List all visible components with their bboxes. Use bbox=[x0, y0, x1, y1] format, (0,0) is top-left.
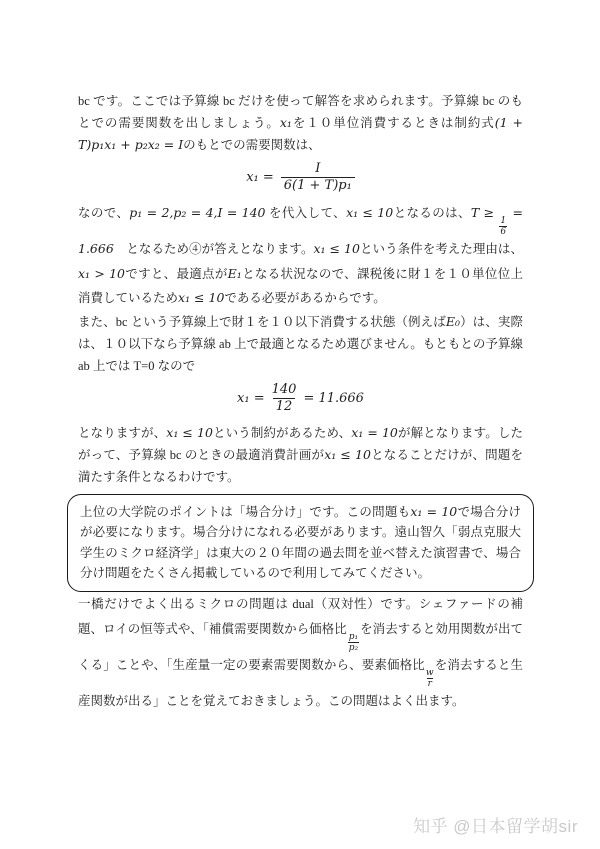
inline-fraction: $\frac{w}{r}$ bbox=[425, 667, 434, 689]
formula-rhs: = 11.666 bbox=[303, 390, 364, 406]
fraction-denominator: 6(1 + T)p₁ bbox=[281, 177, 355, 194]
fraction-denominator: 12 bbox=[273, 398, 296, 415]
formula-lhs: x₁ = bbox=[237, 390, 265, 406]
math-run: x₁ = 10 bbox=[410, 503, 458, 519]
math-run: x₁ ≤ 10 bbox=[324, 446, 371, 462]
document-body bbox=[78, 90, 523, 714]
math-run: = 1.666 bbox=[78, 205, 523, 256]
fraction-numerator: I bbox=[315, 161, 321, 176]
paragraph-constraint-conclusion: となりますが、x₁ ≤ 10という制約があるため、x₁ = 10が解となります。したがって、予算線 bc のときの最適消費計画がx₁ ≤ 10となることだけが、問題を満たす条件となるわけです。 bbox=[78, 424, 523, 484]
formula-lhs: x₁ = bbox=[246, 170, 274, 185]
formula-solution bbox=[78, 382, 523, 415]
math-run: x₁ bbox=[279, 115, 292, 130]
math-run: x₁ > 10 bbox=[78, 265, 125, 281]
note-box-case-analysis: 上位の大学院のポイントは「場合分け」です。この問題もx₁ = 10で場合分けが必要になります。場合分けになれる必要があります。遠山智久「弱点克服大学生のミクロ経済学」は東大の２０年間の過去問を並べ替えた演習書で、場合分け問題をたくさん掲載しているので利用してみてください。 bbox=[67, 494, 534, 592]
formula-demand-function bbox=[78, 161, 523, 194]
paragraph-substitution: なので、p₁ = 2,p₂ = 4,I = 140 を代入して、x₁ ≤ 10となるのは、T ≥ $\frac{1}{6}$ = 1.666 となるため④が答えとなります。x₁ ≤ 10という条件を考えた理由は、x₁ > 10ですと、最適点がE₁となる状況なので、課税後に財１を１０単位位上消費しているためx₁ ≤ 10である必要があるからです。 bbox=[78, 205, 523, 305]
fraction-numerator: 140 bbox=[271, 381, 297, 397]
paragraph-budget-line: bc です。ここでは予算線 bc だけを使って解答を求められます。予算線 bc のもとでの需要関数を出しましょう。x₁を１０単位消費するときは制約式(1 + T)p₁x₁ + p₂x₂ = Iのもとでの需要関数は、 bbox=[78, 94, 523, 152]
fraction bbox=[281, 161, 355, 194]
math-run: p₁ = 2,p₂ = 4,I = 140 bbox=[129, 205, 266, 220]
fraction bbox=[272, 382, 297, 415]
math-run: E₀ bbox=[445, 313, 460, 329]
inline-fraction: $\frac{1}{6}$ bbox=[500, 216, 507, 237]
math-run: E₁ bbox=[227, 265, 242, 281]
paragraph-duality: 一橋だけでよく出るミクロの問題は dual（双対性）です。シェファードの補題、ロイの恒等式や、「補償需要関数から価格比 $\frac{\text{p₁}}{\text{p₂}}$ を消去すると効用関数が出てくる」ことや、「生産量一定の要素需要関数から、要素価格比 $\frac{w}{r}$ を消去すると生産関数が出る」ことを覚えておきましょう。この問題はよく出ます。 bbox=[78, 596, 523, 708]
math-run: x₁ ≤ 10 bbox=[313, 241, 360, 256]
math-run: x₁ = 10 bbox=[351, 424, 398, 440]
math-run: x₁ ≤ 10 bbox=[178, 290, 225, 305]
math-run: (1 + T)p₁x₁ + p₂x₂ = I bbox=[78, 115, 523, 152]
math-run: x₁ ≤ 10 bbox=[346, 205, 394, 220]
paragraph-budget-ab: また、bc という予算線上で財１を１０以下消費する状態（例えばE₀）は、実際は、１０以下なら予算線 ab 上で最適となるため選びません。もともとの予算線 ab 上では T=0 なので bbox=[78, 313, 523, 373]
math-run: T ≥ bbox=[470, 205, 499, 220]
math-run: x₁ ≤ 10 bbox=[166, 424, 213, 440]
watermark-zhihu: 知乎 @日本留学胡sir bbox=[413, 817, 578, 836]
inline-fraction: $\frac{\text{p₁}}{\text{p₂}}$ bbox=[348, 631, 359, 653]
